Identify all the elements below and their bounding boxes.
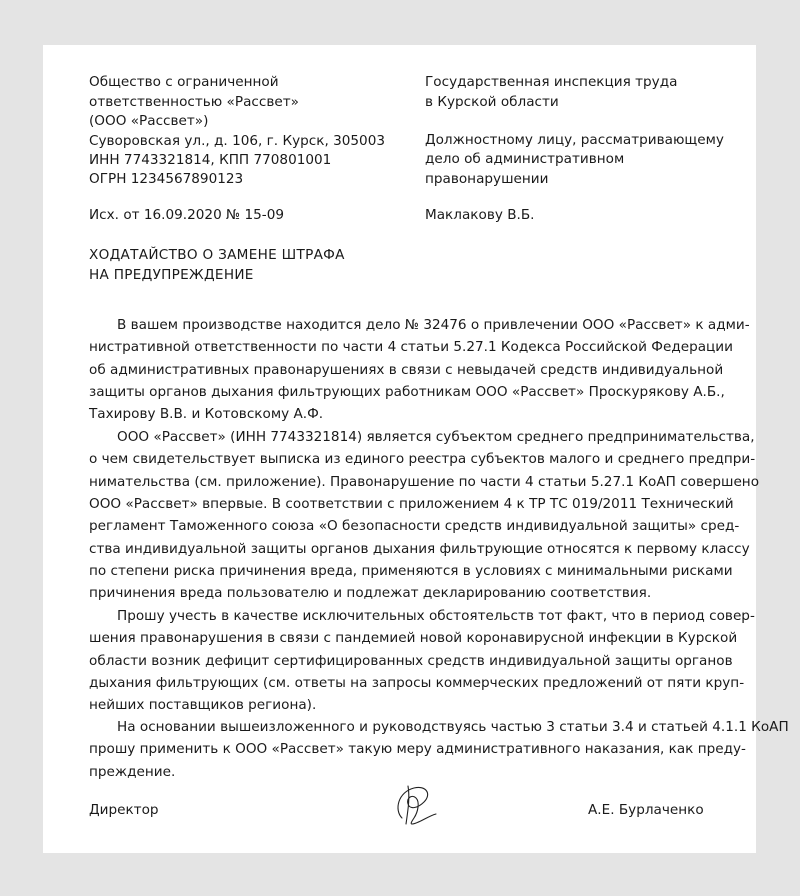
outgoing-number: Исх. от 16.09.2020 № 15-09 <box>89 207 284 223</box>
paragraph-line: области возник дефицит сертифицированных средств индивидуальной защиты органов <box>89 652 733 669</box>
paragraph-line: нейших поставщиков региона). <box>89 697 317 714</box>
paragraph-line: преждение. <box>89 763 176 780</box>
body-paragraph <box>89 605 755 717</box>
paragraph-line: прошу применить к ООО «Рассвет» такую меру административного наказания, как преду- <box>89 741 746 758</box>
paragraph-line: о чем свидетельствует выписка из единого реестра субъектов малого и среднего предпри- <box>89 451 756 468</box>
paragraph-line: причинения вреда пользователю и подлежат декларированию соответствия. <box>89 585 652 602</box>
paragraph-line: ООО «Рассвет» впервые. В соответствии с приложением 4 к ТР ТС 019/2011 Технический <box>89 496 734 513</box>
paragraph-line: нистративной ответственности по части 4 статьи 5.27.1 Кодекса Российской Федерации <box>89 339 733 356</box>
sender-line: (ООО «Рассвет») <box>89 113 209 129</box>
paragraph-line: защиты органов дыхания фильтрующих работникам ООО «Рассвет» Проскурякову А.Б., <box>89 384 725 401</box>
letter-page <box>43 45 789 853</box>
paragraph-line: по степени риска причинения вреда, применяются в условиях с минимальными рисками <box>89 563 733 580</box>
recipient-official-line: дело об административном <box>425 151 625 167</box>
recipient-official-line: Должностному лицу, рассматривающему <box>425 132 724 148</box>
paragraph-line: Прошу учесть в качестве исключительных обстоятельств тот факт, что в период совер- <box>117 608 755 624</box>
body-paragraph <box>89 716 789 783</box>
sender-line: Общество с ограниченной <box>89 74 279 90</box>
recipient-official-line: правонарушении <box>425 171 549 187</box>
signatory-position: Директор <box>89 802 159 818</box>
signatory-name: А.Е. Бурлаченко <box>588 802 704 818</box>
paragraph-line: нимательства (см. приложение). Правонарушение по части 4 статьи 5.27.1 КоАП совершено <box>89 473 760 490</box>
recipient-name: Маклакову В.Б. <box>425 207 535 223</box>
sender-address: Суворовская ул., д. 106, г. Курск, 305003 <box>89 133 385 149</box>
paragraph-line: ства индивидуальной защиты органов дыхания фильтрующие относятся к первому классу <box>89 540 750 557</box>
title-line: НА ПРЕДУПРЕЖДЕНИЕ <box>89 267 254 283</box>
sender-inn-kpp: ИНН 7743321814, КПП 770801001 <box>89 152 332 168</box>
paragraph-line: В вашем производстве находится дело № 32476 о привлечении ООО «Рассвет» к адми- <box>117 317 750 333</box>
sender-ogrn: ОГРН 1234567890123 <box>89 171 244 187</box>
paragraph-line: На основании вышеизложенного и руководствуясь частью 3 статьи 3.4 и статьей 4.1.1 КоАП <box>117 719 789 735</box>
recipient-authority-line: в Курской области <box>425 94 559 110</box>
body-paragraph <box>89 426 760 605</box>
recipient-authority-line: Государственная инспекция труда <box>425 74 678 90</box>
title-line: ХОДАТАЙСТВО О ЗАМЕНЕ ШТРАФА <box>89 247 345 263</box>
paragraph-line: Тахирову В.В. и Котовскому А.Ф. <box>89 406 324 423</box>
paragraph-line: дыхания фильтрующих (см. ответы на запросы коммерческих предложений от пяти круп- <box>89 675 745 692</box>
paragraph-line: регламент Таможенного союза «О безопасности средств индивидуальной защиты» сред- <box>89 518 740 535</box>
body-paragraph <box>89 314 750 426</box>
paragraph-line: ООО «Рассвет» (ИНН 7743321814) является субъектом среднего предпринимательства, <box>117 429 755 445</box>
document-title <box>89 245 345 285</box>
sender-line: ответственностью «Рассвет» <box>89 94 299 110</box>
handwritten-signature <box>388 780 446 830</box>
paragraph-line: шения правонарушения в связи с пандемией новой коронавирусной инфекции в Курской <box>89 630 738 647</box>
paragraph-line: об административных правонарушениях в связи с невыдачей средств индивидуальной <box>89 361 724 378</box>
